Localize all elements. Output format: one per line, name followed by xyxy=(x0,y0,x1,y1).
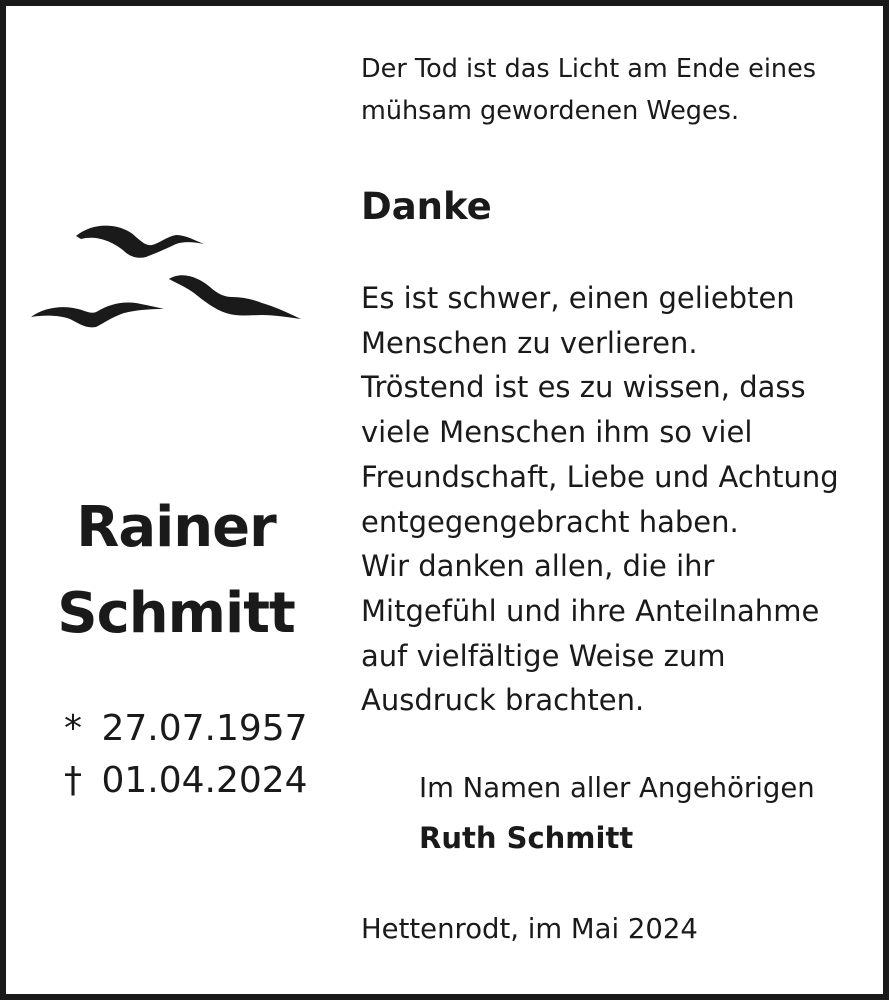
deceased-first-name: Rainer xyxy=(76,495,276,560)
message-line: Menschen zu verlieren. xyxy=(361,325,698,360)
message-line: Tröstend ist es zu wissen, dass xyxy=(361,370,806,405)
life-dates xyxy=(64,703,308,807)
message-line: Freundschaft, Liebe und Achtung xyxy=(361,459,839,494)
place-date: Hettenrodt, im Mai 2024 xyxy=(361,913,698,945)
signature-name: Ruth Schmitt xyxy=(419,821,634,855)
flying-birds-icon xyxy=(26,211,316,361)
message-line: entgegengebracht haben. xyxy=(361,504,739,539)
message-line: Wir danken allen, die ihr xyxy=(361,549,715,584)
message-line: Mitgefühl und ihre Anteilnahme xyxy=(361,593,820,628)
death-date: 01.04.2024 xyxy=(101,760,308,801)
message-line: viele Menschen ihm so viel xyxy=(361,415,753,450)
message-line: Ausdruck brachten. xyxy=(361,683,645,718)
deceased-last-name: Schmitt xyxy=(57,581,295,646)
message-line: auf vielfältige Weise zum xyxy=(361,638,726,673)
quote-line: Der Tod ist das Licht am Ende eines xyxy=(361,54,817,84)
thanks-message xyxy=(361,276,839,723)
death-symbol: † xyxy=(64,760,82,801)
quote-line: mühsam gewordenen Weges. xyxy=(361,96,740,126)
birth-symbol: * xyxy=(64,708,82,749)
thanks-heading: Danke xyxy=(361,185,492,228)
death-line xyxy=(64,755,308,807)
message-line: Es ist schwer, einen geliebten xyxy=(361,281,795,315)
epigraph-quote xyxy=(361,48,816,132)
birth-date: 27.07.1957 xyxy=(101,708,308,749)
birth-line xyxy=(64,703,308,755)
signature-line: Im Namen aller Angehörigen xyxy=(419,772,815,804)
